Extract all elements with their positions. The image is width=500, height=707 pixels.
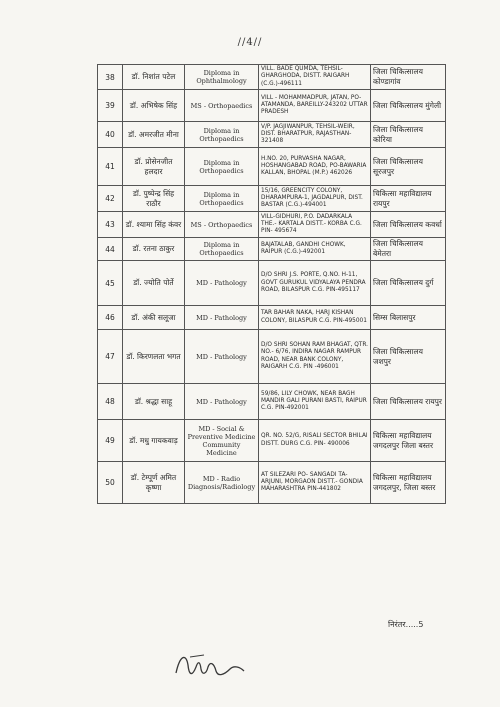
signature-icon: [170, 645, 250, 685]
qualification: Diploma in Orthopaedics: [185, 122, 259, 148]
serial-number: 38: [98, 65, 123, 90]
qualification: Diploma in Orthopaedics: [185, 148, 259, 186]
qualification: MD - Radio Diagnosis/Radiology: [185, 462, 259, 504]
doctor-name: डॉ. अभिषेक सिंह: [123, 90, 185, 122]
posting-place: जिला चिकित्सालय कोरिया: [371, 122, 446, 148]
table-row: [98, 90, 446, 122]
address: AT SILEZARI PO- SANGADI TA- ARJUNI, MORGAON DISTT.- GONDIA MAHARASHTRA PIN-441802: [259, 462, 371, 504]
table-row: [98, 330, 446, 384]
qualification: MD - Pathology: [185, 261, 259, 306]
address: QR. NO. 52/G, RISALI SECTOR BHILAI DISTT. DURG C.G. PIN- 490006: [259, 420, 371, 462]
doctor-name: डॉ. श्यामा सिंह कंवर: [123, 212, 185, 238]
address: BAJATALAB, GANDHI CHOWK, RAIPUR (C.G.)-492001: [259, 238, 371, 261]
table-row: [98, 238, 446, 261]
address: TAR BAHAR NAKA, HARJ KISHAN COLONY, BILASPUR C.G. PIN-495001: [259, 306, 371, 330]
table-row: [98, 148, 446, 186]
page-number: //4//: [237, 37, 263, 48]
qualification: MD - Pathology: [185, 384, 259, 420]
address: H.NO. 20, PURVASHA NAGAR, HOSHANGABAD ROAD, PO-BAWARIA KALLAN, BHOPAL (M.P.) 462026: [259, 148, 371, 186]
qualification: MS - Orthopaedics: [185, 90, 259, 122]
doctor-name: डॉ. किरणलता भगत: [123, 330, 185, 384]
address: VILL-GIDHURI, P.O. DADARKALA THE.- KARTALA DISTT.- KORBA C.G. PIN- 495674: [259, 212, 371, 238]
serial-number: 44: [98, 238, 123, 261]
serial-number: 48: [98, 384, 123, 420]
table-row: [98, 462, 446, 504]
table-row: [98, 306, 446, 330]
address: 15/16, GREENCITY COLONY, DHARAMPURA-1, JAGDALPUR, DIST. BASTAR (C.G.)-494001: [259, 186, 371, 212]
doctor-name: डॉ. मधु गायकवाड़: [123, 420, 185, 462]
serial-number: 43: [98, 212, 123, 238]
posting-place: जिला चिकित्सालय बेमेतरा: [371, 238, 446, 261]
doctor-name: डॉ. अंकी सलूजा: [123, 306, 185, 330]
address: V/P. JAGJIWANPUR, TEHSIL-WEIR, DIST. BHARATPUR, RAJASTHAN- 321408: [259, 122, 371, 148]
address: D/O SHRI J.S. PORTE, Q.NO. H-11, GOVT GURUKUL VIDYALAYA PENDRA ROAD, BILASPUR C.G. PIN-495117: [259, 261, 371, 306]
posting-place: चिकित्सा महाविद्यालय जगदलपुर, जिला बस्तर: [371, 462, 446, 504]
posting-place: जिला चिकित्सालय रायपुर: [371, 384, 446, 420]
doctor-name: डॉ. रतना ठाकुर: [123, 238, 185, 261]
doctor-name: डॉ. ज्योति पोर्ते: [123, 261, 185, 306]
table-row: [98, 212, 446, 238]
table-row: [98, 65, 446, 90]
doctor-name: डॉ. निशांत पटेल: [123, 65, 185, 90]
serial-number: 42: [98, 186, 123, 212]
address: D/O SHRI SOHAN RAM BHAGAT, QTR. NO.- 6/76, INDIRA NAGAR RAMPUR ROAD, NEAR BANK COLONY, RAIGARH C.G. PIN -496001: [259, 330, 371, 384]
posting-place: जिला चिकित्सालय मुंगेली: [371, 90, 446, 122]
posting-place: जिला चिकित्सालय सूरजपुर: [371, 148, 446, 186]
table-row: [98, 384, 446, 420]
qualification: Diploma in Ophthalmology: [185, 65, 259, 90]
serial-number: 49: [98, 420, 123, 462]
doctor-name: डॉ. पुष्पेन्द्र सिंह राठौर: [123, 186, 185, 212]
doctor-name: डॉ. अमरजीत मीना: [123, 122, 185, 148]
address: VILL. BADE QUMDA, TEHSIL-GHARGHODA, DISTT. RAIGARH (C.G.)-496111: [259, 65, 371, 90]
posting-place: चिकित्सा महाविद्यालय जगदलपुर जिला बस्तर: [371, 420, 446, 462]
qualification: MS - Orthopaedics: [185, 212, 259, 238]
serial-number: 46: [98, 306, 123, 330]
doctor-posting-table: [97, 64, 446, 504]
doctor-name: डॉ. श्रद्धा साहू: [123, 384, 185, 420]
qualification: MD - Social & Preventive Medicine Community Medicine: [185, 420, 259, 462]
table-row: [98, 420, 446, 462]
table-body: [98, 65, 446, 504]
table-row: [98, 186, 446, 212]
address: 59/86, LILY CHOWK, NEAR BAGH MANDIR GALI PURANI BASTI, RAIPUR C.G. PIN-492001: [259, 384, 371, 420]
serial-number: 41: [98, 148, 123, 186]
qualification: MD - Pathology: [185, 330, 259, 384]
serial-number: 45: [98, 261, 123, 306]
table-row: [98, 261, 446, 306]
posting-place: जिला चिकित्सालय दुर्ग: [371, 261, 446, 306]
address: VILL - MOHAMMADPUR, JATAN, PO-ATAMANDA, BAREILLY-243202 UTTAR PRADESH: [259, 90, 371, 122]
posting-place: चिकित्सा महाविद्यालय रायपुर: [371, 186, 446, 212]
qualification: MD - Pathology: [185, 306, 259, 330]
serial-number: 50: [98, 462, 123, 504]
qualification: Diploma in Orthopaedics: [185, 238, 259, 261]
table-row: [98, 122, 446, 148]
posting-place: सिम्स बिलासपुर: [371, 306, 446, 330]
continued-note: निरंतर.....5: [388, 620, 424, 629]
posting-place: जिला चिकित्सालय कवर्धा: [371, 212, 446, 238]
posting-place: जिला चिकित्सालय जशपुर: [371, 330, 446, 384]
serial-number: 47: [98, 330, 123, 384]
serial-number: 40: [98, 122, 123, 148]
qualification: Diploma in Orthopaedics: [185, 186, 259, 212]
serial-number: 39: [98, 90, 123, 122]
posting-place: जिला चिकित्सालय कोण्डागांव: [371, 65, 446, 90]
doctor-name: डॉ. प्रोसेनजीत हलदार: [123, 148, 185, 186]
doctor-name: डॉ. टेम्पूर्ण अमित कृष्णा: [123, 462, 185, 504]
